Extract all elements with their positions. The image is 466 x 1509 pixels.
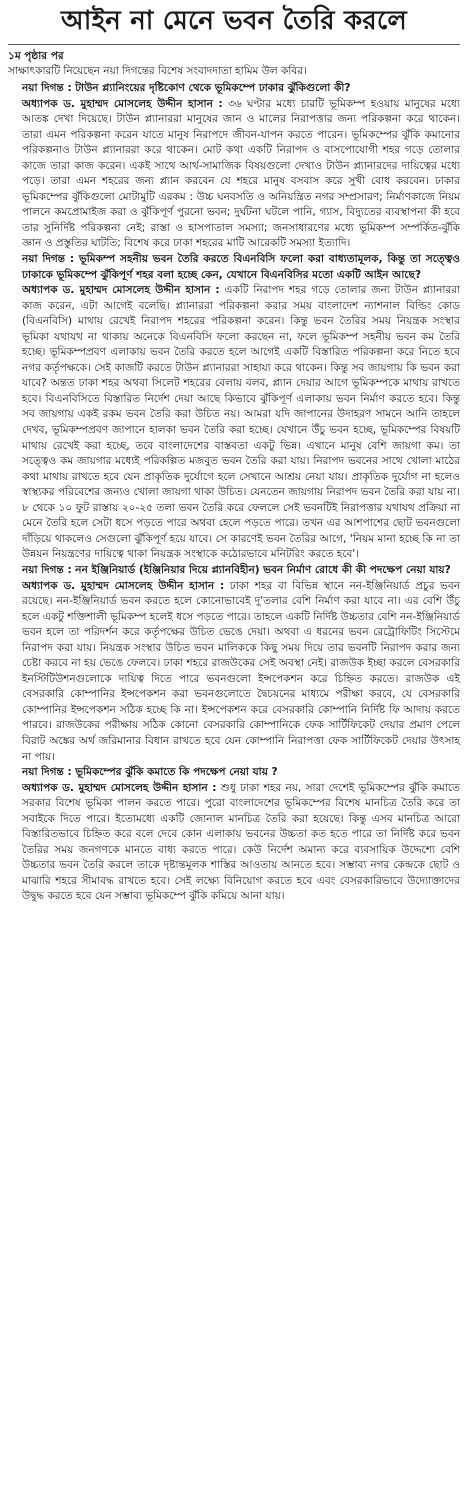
question-label: নয়া দিগন্ত : bbox=[22, 253, 75, 266]
question-3 bbox=[8, 563, 460, 579]
question-text: টাউন প্ল্যানিংয়ের দৃষ্টিকোণ থেকে ভূমিকম্পে ঢাকার ঝুঁকিগুলো কী? bbox=[71, 82, 351, 94]
question-label: নয়া দিগন্ত : bbox=[22, 563, 72, 576]
question-1 bbox=[8, 81, 460, 97]
answer-label: অধ্যাপক ড. মুহাম্মদ মোসলেহ উদ্দীন হাসান : bbox=[22, 284, 220, 297]
question-2 bbox=[8, 252, 460, 283]
question-text: ভূমিকম্পের ঝুঁকি কমাতে কি পদক্ষেপ নেয়া যায় ? bbox=[71, 766, 278, 779]
answer-3 bbox=[8, 579, 460, 766]
answer-text: ঢাকা শহর বা বিভিন্ন স্থানে নন-ইঞ্জিনিয়ার্ড প্রচুর ভবন রয়েছে। নন-ইঞ্জিনিয়ার্ড ভবন করতে হলে কোনোভাবেই দু'তলার বেশি নির্মাণ করা যাবে না। এর বেশি উঁচু হলে একটু শক্তিশালী ভূমিকম্প হলেই ধসে পড়তে পারে। তাহলে একটি নির্দিষ্ট উচ্চতার বেশি নন-ইঞ্জিনিয়ার্ড ভবন হলে তা পরিদর্শন করে কর্তৃপক্ষের উচিত ভেঙে দেয়া। অথবা এ ধরনের ভবন রেট্রোফিটিং সিস্টেমে নিরাপদ করা যায়। নিয়ন্ত্রক সংস্থার উচিত ভবন মালিককে কিছু সময় দিয়ে তার ভবনটি নিরাপদ করার জন্য চেষ্টা করবে না হয় ভেঙে ফেলবে। ঢাকা শহরে রাজউকের সেই অবস্থা নেই। রাজউক ইচ্ছা করলে বেসরকারি ইনস্টিটিউশনগুলোকে দায়িত্ব দিতে পারে ভবনগুলো ইন্সপেকশন করে চিহ্নিত করতে। রাজউক এই বেসরকারি কোম্পানির ইন্সপেকশন করা ভবনগুলোতে দ্বৈচয়নের মাধ্যমে পরীক্ষা করবে, যে বেসরকারি কোম্পানির ইন্সপেকশন সঠিক হচ্ছে কি না। ইন্সপেকশন করে বেসরকারি কোম্পানি নির্দিষ্ট ফি আদায় করতে পারবে। রাজউকের পরীক্ষায় সঠিক কোনো বেসরকারি কোম্পানিকে ফেক সার্টিফিকেট দেয়ার প্রমাণ পেলে বিরাট অঙ্কের অর্থ জরিমানার বিধান রাখতে হবে যেন কোম্পানি নিরাপত্তা ফেক সার্টিফিকেট দেয়ার উৎসাহ না পায়। bbox=[22, 579, 460, 763]
question-label: নয়া দিগন্ত : bbox=[22, 82, 72, 94]
continuation-note: ১ম পৃষ্ঠার পর bbox=[8, 50, 64, 62]
answer-1 bbox=[8, 97, 460, 252]
question-text: নন ইঞ্জিনিয়ার্ড (ইঞ্জিনিয়ার দিয়ে প্ল্যানবিহীন) ভবন নির্মাণ রোধে কী কী পদক্ষেপ নেয়া যায়? bbox=[71, 563, 451, 576]
answer-text: শুধু ঢাকা শহর নয়, সারা দেশেই ভূমিকম্পের ঝুঁকি কমাতে সরকার বিশেষ ভূমিকা পালন করতে পারে। পুরো বাংলাদেশের ভূমিকম্পের বিশেষ মানচিত্র তৈরি করে তা সবাইকে দিতে পারে। ইতোমধ্যে একটি জোনাল মানচিত্র তৈরি করা হয়েছে। কিন্তু এসব মানচিত্র আরো বিস্তারিতভাবে চিহ্নিত করে বলে দেবে কোন এলাকায় ভবনের উচ্চতা কত হতে পারে তা নির্দিষ্ট করে ভবন তৈরির সময় জনগণকে মানতে বাধ্য করতে পারে। কেউ নির্দেশ অমান্য করে ব্যবসায়িক উদ্দেশ্যে বেশি উচ্চতার ভবন তৈরি করলে তাকে দৃষ্টান্তমূলক শাস্তির আওতায় আনতে হবে। সম্ভাব্য নগর কেন্দ্রকে ছোট ও মাঝারি শহরে সীমাবদ্ধ রাখতে হবে। সেই লক্ষ্যে বিনিয়োগ করতে হবে এবং বেসরকারিভাবে উদ্যোক্তাদের উদ্বুদ্ধ করতে হবে যেন সম্ভাব্য ভূমিকম্পে ঝুঁকি কমিয়ে আনা যায়। bbox=[22, 781, 460, 903]
answer-4 bbox=[8, 781, 460, 905]
answer-label: অধ্যাপক ড. মুহাম্মদ মোসলেহ উদ্দীন হাসান : bbox=[22, 97, 223, 110]
answer-text: একটি নিরাপদ শহর গড়ে তোলার জন্য টাউন প্ল্যানাররা কাজ করেন, এটা আগেই বলেছি। প্ল্যানাররা পরিকল্পনা করার সময় বাংলাদেশ ন্যাশনাল বিল্ডিং কোড (বিএনবিসি) মাথায় রেখেই নিরাপদ শহরের পরিকল্পনা করেন। কিন্তু ভবন তৈরির সময় নিয়ন্ত্রক সংস্থার ভূমিকা যথাযথ না থাকায় অনেকে বিএনবিসি ফলো করছেন না, ফলে ভূমিকম্প সহনীয় ভবন কম তৈরি হচ্ছে। ভূমিকম্পপ্রবণ এলাকায় ভবন তৈরি করতে হলে আগেই একটি বিস্তারিত পরিকল্পনা করে নিতে হবে নগর কর্তৃপক্ষকে। সেই কাজটি করতে টাউন প্ল্যানাররা সাহায্য করে থাকেন। কিন্তু সব জায়গায় কি ভবন করা যাবে? অন্তত ঢাকা শহর অথবা সিলেট শহরের বেলায় বলব, প্ল্যান দেয়ার আগে ভূমিকম্পকে মাথায় রাখতে হবে। বিএনবিসিতে বিস্তারিত নির্দেশ দেয়া আছে কিভাবে ঝুঁকিপূর্ণ এলাকায় ভবন নির্মাণ করতে হবে। কিন্তু সব জায়গায় একই রকম ভবন তৈরি করা উচিত নয়। আমরা যদি জাপানের উদাহরণ সামনে আনি তাহলে দেখব, ভূমিকম্পপ্রবণ জাপানে হালকা ভবন তৈরি করা হচ্ছে। যেখানে উঁচু ভবন হচ্ছে, ভূমিকম্পের বিষয়টি মাথায় রেখেই করা হচ্ছে, তবে বাংলাদেশের বাস্তবতা একটু ভিন্ন। এখানে মানুষ বেশি জায়গা কম। তা সত্ত্বেও কম জায়গার মধ্যেই পরিকল্পিত মজবুত ভবন তৈরি করা যায়। নিরাপদ ভবনের সাথে খোলা মাঠের কথা মাথায় রাখতে হবে যেন প্রাকৃতিক দুর্যোগে হলে সেখানে আশ্রয় নেয়া যায়। প্রাকৃতিক দুর্যোগ না হলেও স্বাস্থ্যকর পরিবেশের জন্যও খোলা জায়গা থাকা উচিত। যেনতেন জায়গায় নিরাপদ ভবন তৈরি করা যায় না। ৮ থেকে ১০ ফুট রাস্তায় ২০-২৫ তলা ভবন তৈরি করে ফেললে সেই ভবনটিই নিরাপত্তার যথাযথ প্রক্রিয়া না মেনে তৈরি হলে সেটা ধসে পড়তে পারে অথবা হেলে পড়তে পারে। তখন এর আশপাশের ছোট ভবনগুলো দাঁড়িয়ে থাকলেও সেগুলো ঝুঁকিপূর্ণ হয়ে যাবে। সে কারণেই ভবন তৈরির আগে, 'নিয়ম মানা হচ্ছে কি না তা উন্নয়ন নিয়ন্ত্রণের দায়িত্বে থাকা নিয়ন্ত্রক সংস্থাকে কঠোরভাবে মনিটরিং করতে হবে'। bbox=[22, 284, 460, 561]
article-headline: আইন না মেনে ভবন তৈরি করলে bbox=[61, 6, 407, 36]
answer-2 bbox=[8, 283, 460, 563]
answer-label: অধ্যাপক ড. মুহাম্মদ মোসলেহ উদ্দীন হাসান : bbox=[22, 579, 225, 592]
interview-body bbox=[8, 81, 460, 905]
question-text: ভূমিকম্প সহনীয় ভবন তৈরি করতে বিএনবিসি ফলো করা বাধ্যতামূলক, কিন্তু তা সত্ত্বেও ঢাকাকে ভূমিকম্পে ঝুঁকিপূর্ণ শহর বলা হচ্ছে কেন, যেখানে বিএনবিসির মতো একটি আইন আছে? bbox=[22, 253, 460, 281]
news-article-page bbox=[8, 4, 460, 905]
answer-text: ৩৬ ঘণ্টার মধ্যে চারটি ভূমিকম্প হওয়ায় মানুষের মধ্যে আতঙ্ক দেখা দিয়েছে। টাউন প্ল্যানাররা মানুষের জান ও মালের নিরাপত্তার জন্য পরিকল্পনা করে থাকেন। তারা এমন পরিকল্পনা করেন যাতে মানুষ নিরাপদে জীবন-যাপন করতে পারেন। ভূমিকম্পের ঝুঁকি কমানোর পরিকল্পনাও টাউন প্ল্যানাররা করে থাকেন। মোট কথা একটি নিরাপদ ও বাসপোযোগী শহর গড়ে তোলার কাজে তারা কাজ করেন। একই সাথে আর্থ-সামাজিক বিষয়গুলো দেখাও টাউন প্ল্যানারদের দায়িত্বের মধ্যে পড়ে। তারা এমন শহরের জন্য প্ল্যান করবেন যে শহরে মানুষ বসবাস করে সুখী বোধ করবেন। ঢাকার ভূমিকম্পের ঝুঁকিগুলো মোটামুটি এরকম : উচ্চ ঘনবসতি ও অনিয়ন্ত্রিত নগর সম্প্রসারণ; নির্মাণকাজে নিয়ম পালনে কমপ্রোমাইজ করা ও ঝুঁকিপূর্ণ পুরনো ভবন; দুর্ঘটনা ঘটলে পানি, গ্যাস, বিদ্যুতের ব্যবস্থাপনা কী হবে তার সুনির্দিষ্ট পরিকল্পনা নেই; রাস্তা ও হাসপাতাল সমস্যা; জনসাধারণের মধ্যে ভূমিকম্প সম্পর্কিত-ঝুঁকি জ্ঞান ও প্রস্তুতির ঘাটতি; বিশেষ করে ঢাকা শহরের মাটি আরেকটি সমস্যা ইত্যাদি। bbox=[22, 97, 460, 250]
interviewer-credit: সাক্ষাৎকারটি নিয়েছেন নয়া দিগন্তের বিশেষ সংবাদদাতা হামিম উল কবির। bbox=[8, 65, 307, 77]
question-label: নয়া দিগন্ত : bbox=[22, 766, 72, 779]
headline-divider bbox=[8, 44, 460, 45]
answer-label: অধ্যাপক ড. মুহাম্মদ মোসলেহ উদ্দীন হাসান : bbox=[22, 781, 217, 794]
question-4 bbox=[8, 765, 460, 781]
